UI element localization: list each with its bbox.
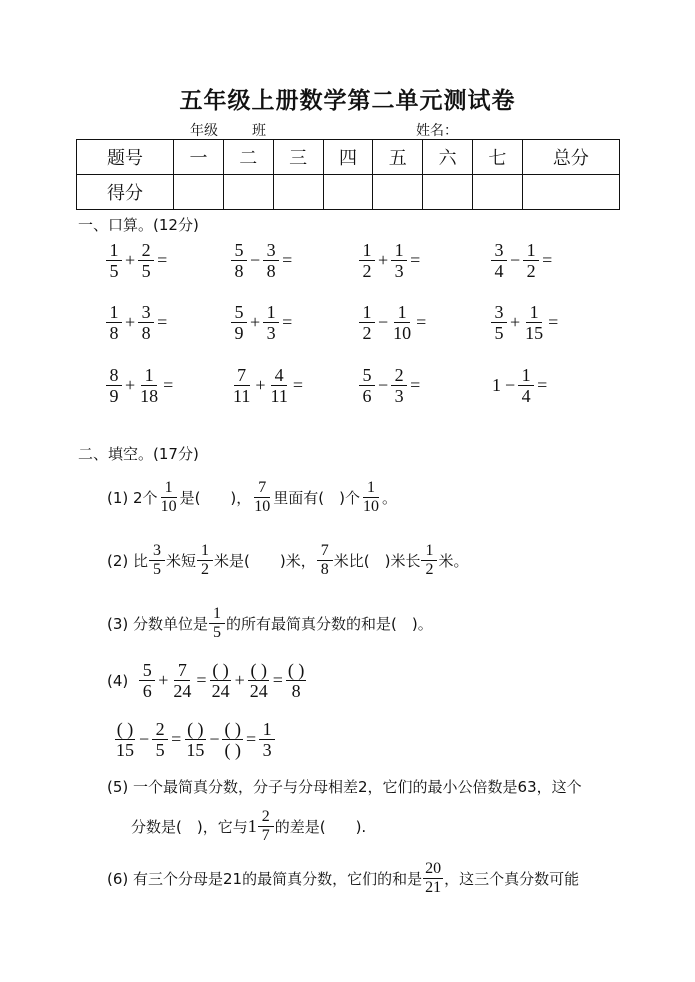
denominator: 5 [155, 740, 165, 760]
denominator-blank[interactable]: ( ) [224, 740, 241, 760]
page-title: 五年级上册数学第二单元测试卷 [179, 88, 516, 114]
plus-sign: + [158, 670, 169, 690]
numerator: 5 [231, 240, 247, 261]
numerator: 1 [263, 302, 279, 323]
numerator: 1 [106, 302, 122, 323]
fraction [518, 365, 534, 406]
denominator: 3 [262, 740, 272, 760]
grade-blank[interactable] [158, 125, 190, 140]
denominator: 24 [249, 681, 268, 701]
score-cell[interactable] [323, 175, 373, 210]
denominator: 6 [362, 386, 372, 406]
denominator: 8 [291, 681, 301, 701]
minus-sign: − [505, 375, 516, 395]
q4-blank-fraction[interactable] [114, 719, 136, 760]
minus-sign: − [139, 729, 150, 749]
equals-sign: = [542, 250, 553, 270]
numerator: 3 [491, 302, 507, 323]
fraction [491, 240, 507, 281]
denominator: 10 [363, 498, 379, 515]
fraction [106, 240, 122, 281]
q1-fraction-3 [361, 479, 381, 516]
equals-sign: = [410, 250, 421, 270]
numerator: 2 [391, 365, 407, 386]
fraction [359, 240, 375, 281]
numerator: 2 [152, 719, 168, 740]
numerator-blank[interactable]: ( ) [212, 660, 229, 680]
score-table-score-row [77, 175, 620, 210]
denominator: 10 [160, 498, 177, 515]
q4-fraction [259, 719, 275, 760]
score-table [76, 139, 620, 210]
q2-fraction-1 [149, 542, 165, 579]
denominator: 8 [234, 261, 244, 281]
denominator: 2 [201, 561, 210, 578]
q4-blank-fraction[interactable] [210, 660, 232, 701]
numerator: 1 [523, 240, 539, 261]
oral-problem[interactable] [105, 302, 169, 343]
numerator: 3 [491, 240, 507, 261]
denominator: 5 [141, 261, 151, 281]
denominator: 2 [425, 561, 434, 578]
q4-fraction [152, 719, 168, 760]
numerator: 1 [106, 240, 122, 261]
q4-blank-fraction[interactable] [222, 719, 243, 760]
denominator: 10 [254, 498, 271, 515]
denominator: 11 [270, 386, 288, 406]
equals-sign: = [245, 729, 257, 749]
fraction [359, 302, 375, 343]
plus-sign: + [250, 312, 261, 332]
numerator: 7 [174, 660, 190, 681]
denominator: 2 [526, 261, 536, 281]
numerator-blank[interactable]: ( ) [116, 719, 134, 739]
score-header-cell: 三 [273, 140, 323, 175]
denominator: 15 [116, 740, 134, 760]
score-cell[interactable] [174, 175, 224, 210]
minus-sign: − [250, 250, 261, 270]
whole-part: 1 [247, 816, 257, 836]
q5-fraction [258, 808, 274, 845]
q2-fraction-3 [317, 542, 333, 579]
oral-problem[interactable] [105, 240, 169, 281]
fraction [138, 365, 160, 406]
numerator: 5 [231, 302, 247, 323]
numerator: 5 [139, 660, 155, 681]
q2-text: 米比( )米长 [333, 552, 421, 570]
class-label: 班 [252, 123, 266, 139]
numerator: 1 [394, 302, 410, 323]
equals-sign: = [196, 670, 207, 690]
q6-fraction [423, 860, 443, 897]
q4-blank-fraction[interactable] [286, 660, 307, 701]
q2-fraction-4 [421, 542, 437, 579]
plus-sign: + [510, 312, 521, 332]
denominator: 3 [266, 323, 276, 343]
score-cell[interactable] [473, 175, 523, 210]
numerator-blank[interactable]: ( ) [187, 719, 204, 739]
plus-sign: + [378, 250, 389, 270]
oral-problem[interactable] [230, 240, 294, 281]
q5-mixed-number [248, 808, 275, 845]
q1-text: 。 [382, 489, 398, 507]
numerator: 1 [363, 479, 379, 498]
oral-problem[interactable] [358, 240, 422, 281]
fraction [231, 240, 247, 281]
numerator: 1 [209, 605, 225, 624]
q4-blank-fraction[interactable] [184, 719, 206, 760]
numerator: 1 [359, 302, 375, 323]
score-cell[interactable] [223, 175, 273, 210]
score-cell[interactable] [423, 175, 473, 210]
equals-sign: = [157, 250, 168, 270]
denominator: 2 [362, 261, 372, 281]
denominator: 15 [525, 323, 544, 343]
numerator: 1 [359, 240, 375, 261]
oral-problem[interactable] [105, 365, 175, 406]
plus-sign: + [125, 312, 136, 332]
equals-sign: = [171, 729, 182, 749]
score-header-cell: 六 [423, 140, 473, 175]
denominator: 24 [173, 681, 192, 701]
question-2 [107, 542, 469, 579]
score-header-cell: 一 [174, 140, 224, 175]
q1-text: 是( )， [179, 489, 252, 507]
score-header-cell: 二 [223, 140, 273, 175]
fraction [106, 302, 122, 343]
equals-sign: = [282, 312, 293, 332]
question-5-line-1: (5) 一个最简真分数，分子与分母相差2，它们的最小公倍数是63，这个 [107, 778, 582, 796]
denominator: 3 [394, 386, 404, 406]
numerator: 1 [197, 542, 213, 561]
denominator: 15 [186, 740, 205, 760]
denominator: 11 [233, 386, 251, 406]
oral-problem[interactable] [358, 302, 428, 343]
numerator: 2 [258, 808, 274, 827]
score-header-cell: 总分 [522, 140, 619, 175]
denominator: 6 [142, 681, 152, 701]
numerator: 2 [138, 240, 154, 261]
equals-sign: = [292, 375, 303, 395]
equals-sign: = [537, 375, 548, 395]
numerator-blank[interactable]: ( ) [250, 660, 267, 680]
q5-text: 的差是( ). [274, 818, 367, 836]
minus-sign: − [510, 250, 521, 270]
oral-problem[interactable] [490, 365, 549, 406]
oral-problem[interactable] [230, 365, 305, 406]
score-row-label: 得分 [77, 175, 174, 210]
numerator: 20 [425, 860, 442, 877]
section2-heading: 二、填空。(17分) [78, 445, 199, 463]
denominator: 9 [109, 386, 119, 406]
numerator-blank[interactable]: ( ) [287, 660, 305, 680]
fraction [231, 365, 252, 406]
q2-text: 米短 [166, 552, 197, 570]
equals-sign: = [416, 312, 427, 332]
denominator: 5 [213, 624, 222, 641]
numerator: 1 [518, 365, 534, 386]
numerator: 1 [141, 365, 157, 386]
score-cell[interactable] [273, 175, 323, 210]
minus-sign: − [209, 729, 220, 749]
denominator: 9 [234, 323, 244, 343]
fraction [523, 302, 545, 343]
grade-class-field [158, 120, 266, 140]
numerator: 1 [161, 479, 177, 498]
equals-sign: = [157, 312, 168, 332]
score-header-cell: 五 [373, 140, 423, 175]
score-header-cell: 四 [323, 140, 373, 175]
plus-sign: + [255, 375, 266, 395]
q2-fraction-2 [197, 542, 213, 579]
denominator: 5 [494, 323, 504, 343]
q6-text: ，这三个真分数可能 [444, 870, 580, 888]
fraction [231, 302, 247, 343]
equals-sign: = [272, 670, 283, 690]
numerator: 7 [234, 365, 250, 386]
denominator: 5 [153, 561, 162, 578]
fraction [523, 240, 539, 281]
denominator: 18 [140, 386, 159, 406]
fraction [263, 302, 279, 343]
score-cell[interactable] [373, 175, 423, 210]
plus-sign: + [125, 250, 136, 270]
plus-sign: + [234, 670, 245, 690]
oral-problem[interactable] [490, 302, 560, 343]
plus-sign: + [125, 375, 136, 395]
fraction [391, 365, 407, 406]
name-label: 姓名： [416, 123, 458, 139]
numerator: 1 [391, 240, 407, 261]
fraction [359, 365, 375, 406]
question-3 [107, 605, 433, 642]
denominator: 4 [494, 261, 504, 281]
question-5-line-2 [131, 808, 366, 845]
q4-fraction [171, 660, 193, 701]
equals-sign: = [282, 250, 293, 270]
numerator: 1 [259, 719, 275, 740]
numerator: 7 [254, 479, 270, 498]
numerator-blank[interactable]: ( ) [224, 719, 241, 739]
fraction [391, 240, 407, 281]
fraction [138, 302, 154, 343]
equals-sign: = [548, 312, 559, 332]
numerator: 1 [526, 302, 542, 323]
denominator: 4 [521, 386, 531, 406]
q5-text: 分数是( )，它与 [131, 818, 248, 836]
denominator: 2 [362, 323, 372, 343]
score-cell[interactable] [522, 175, 619, 210]
numerator: 8 [106, 365, 122, 386]
denominator: 7 [261, 827, 270, 844]
q4-label: (4) [107, 671, 129, 690]
numerator: 3 [138, 302, 154, 323]
denominator: 3 [394, 261, 404, 281]
q6-text: (6) 有三个分母是21的最简真分数，它们的和是 [107, 870, 423, 888]
question-6 [107, 860, 579, 897]
q1-fraction-2 [252, 479, 272, 516]
q1-text: 里面有( )个 [273, 489, 360, 507]
class-blank[interactable] [218, 125, 252, 140]
equals-sign: = [163, 375, 174, 395]
question-1 [107, 479, 397, 516]
oral-problem[interactable] [358, 365, 422, 406]
fraction [263, 240, 279, 281]
score-header-cell: 七 [473, 140, 523, 175]
q3-fraction-1 [209, 605, 225, 642]
denominator: 8 [141, 323, 151, 343]
question-4-line-1 [107, 660, 307, 701]
q1-text: (1) 2个 [107, 489, 158, 507]
oral-problem[interactable] [490, 240, 554, 281]
fraction [106, 365, 122, 406]
minus-sign: − [378, 312, 389, 332]
q3-text: 的所有最简真分数的和是( )。 [226, 615, 433, 633]
score-header-cell: 题号 [77, 140, 174, 175]
denominator: 8 [109, 323, 119, 343]
denominator: 8 [266, 261, 276, 281]
grade-label: 年级 [190, 123, 218, 139]
numerator: 1 [421, 542, 437, 561]
denominator: 5 [109, 261, 119, 281]
numerator: 3 [263, 240, 279, 261]
q1-fraction-1 [159, 479, 179, 516]
oral-problem[interactable] [230, 302, 294, 343]
section1-heading: 一、口算。(12分) [78, 216, 199, 234]
numerator: 7 [317, 542, 333, 561]
minus-sign: − [378, 375, 389, 395]
denominator: 21 [425, 879, 442, 896]
q4-blank-fraction[interactable] [248, 660, 270, 701]
q4-fraction [139, 660, 155, 701]
question-4-line-2 [113, 719, 276, 760]
denominator: 8 [320, 561, 329, 578]
name-blank[interactable] [458, 125, 576, 140]
fraction [391, 302, 413, 343]
q2-text: 米。 [438, 552, 469, 570]
name-field [416, 120, 576, 140]
fraction [138, 240, 154, 281]
q2-text: (2) 比 [107, 552, 149, 570]
denominator: 24 [211, 681, 230, 701]
numerator: 4 [271, 365, 287, 386]
q3-text: (3) 分数单位是 [107, 615, 209, 633]
equals-sign: = [410, 375, 421, 395]
numerator: 5 [359, 365, 375, 386]
q2-text: 米是( )米， [214, 552, 316, 570]
denominator: 10 [393, 323, 412, 343]
fraction [269, 365, 290, 406]
whole-number: 1 [492, 375, 501, 395]
fraction [491, 302, 507, 343]
numerator: 3 [149, 542, 165, 561]
score-table-header-row [77, 140, 620, 175]
